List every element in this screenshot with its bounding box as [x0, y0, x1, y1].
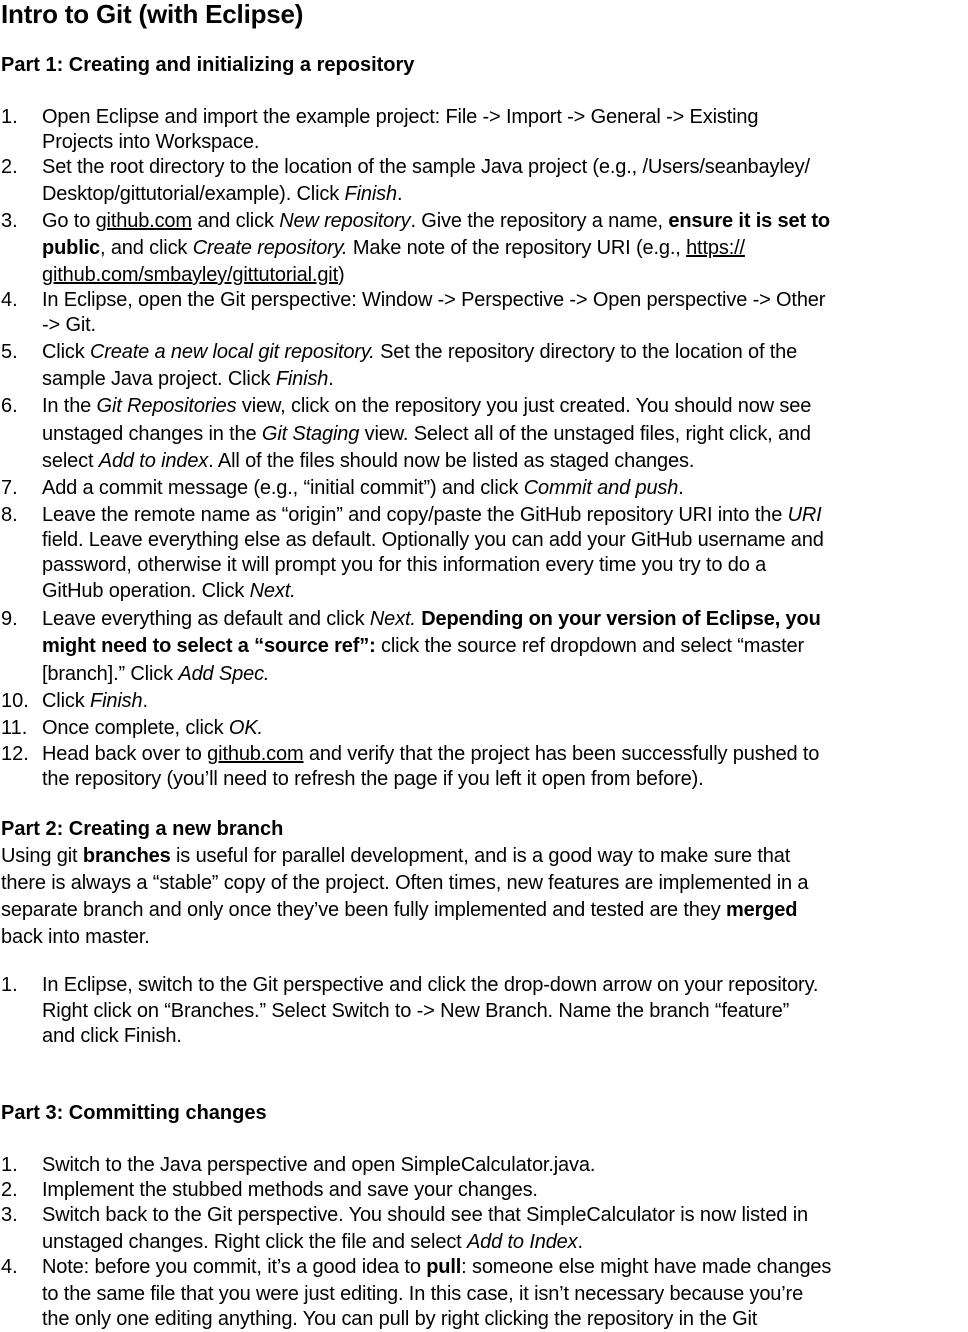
italic-text: Git Staging: [261, 423, 360, 445]
list-item-number: 3.: [1, 210, 18, 232]
text-run: Make note of the repository URI (e.g.,: [347, 237, 687, 259]
italic-text: Add Spec.: [178, 663, 270, 685]
list-item-number: 6.: [1, 395, 18, 417]
list-item-line: [42, 393, 811, 419]
text-run: back into master.: [1, 926, 150, 948]
list-item-number: 11.: [1, 717, 28, 739]
italic-text: Next.: [249, 580, 296, 602]
paragraph-line: [1, 924, 150, 950]
list-item-number: 12.: [1, 743, 29, 765]
list-item-number: 10.: [1, 690, 29, 712]
list-item-number: 2.: [1, 156, 18, 178]
text-run: the repository (you’ll need to refresh the page if you left it open from before).: [42, 768, 704, 790]
text-run: to the same file that you were just editing. In this case, it isn’t necessary because you’re: [42, 1283, 804, 1305]
text-run: In Eclipse, open the Git perspective: Window -> Perspective -> Open perspective -> Other: [42, 289, 826, 311]
part1-heading: Part 1: Creating and initializing a repository: [1, 54, 415, 76]
list-item-line: [42, 421, 811, 447]
list-item-number: 8.: [1, 504, 18, 526]
text-run: GitHub operation. Click: [42, 580, 250, 602]
bold-text: merged: [726, 899, 798, 921]
list-item-line: [42, 154, 810, 180]
list-item-number: 2.: [1, 1179, 18, 1201]
text-run: password, otherwise it will prompt you for this information every time you try to do a: [42, 554, 767, 576]
text-run: Desktop/gittutorial/example). Click: [42, 183, 345, 205]
text-run: [branch].” Click: [42, 663, 179, 685]
italic-text: Next.: [369, 608, 416, 630]
text-run: there is always a “stable” copy of the project. Often times, new features are implemented in a: [1, 872, 809, 894]
italic-text: Add to Index: [466, 1231, 578, 1253]
text-run: and click: [191, 210, 280, 232]
text-run: In the: [42, 395, 97, 417]
text-run: field. Leave everything else as default. Optionally you can add your GitHub username and: [42, 529, 824, 551]
list-item-line: [42, 1152, 595, 1178]
link-text[interactable]: github.com/smbayley/gittutorial.git: [42, 264, 339, 286]
list-item-number: 5.: [1, 341, 18, 363]
text-run: .: [142, 690, 148, 712]
text-run: .: [577, 1231, 583, 1253]
list-item-number: 1.: [1, 1154, 18, 1176]
text-run: Switch to the Java perspective and open SimpleCalculator.java.: [42, 1154, 596, 1176]
paragraph-line: [1, 897, 797, 923]
bold-text: branches: [82, 845, 171, 867]
text-run: .: [678, 477, 684, 499]
list-item-line: [42, 262, 345, 288]
text-run: click the source ref dropdown and select “master: [375, 635, 804, 657]
text-run: : someone else might have made changes: [461, 1256, 832, 1278]
text-run: unstaged changes. Right click the file and select: [42, 1231, 467, 1253]
text-run: view. Select all of the unstaged files, right click, and: [359, 423, 811, 445]
italic-text: Git Repositories: [96, 395, 237, 417]
text-run: Note: before you commit, it’s a good idea to: [42, 1256, 427, 1278]
text-run: ): [338, 264, 345, 286]
text-run: Switch back to the Git perspective. You should see that SimpleCalculator is now listed in: [42, 1204, 808, 1226]
list-item-line: [42, 998, 789, 1024]
text-run: and verify that the project has been successfully pushed to: [303, 743, 820, 765]
list-item-line: [42, 661, 269, 687]
list-item-line: [42, 1306, 757, 1332]
list-item-line: [42, 606, 821, 632]
text-run: . All of the files should now be listed as staged changes.: [208, 450, 695, 472]
bold-text: might need to select a “source ref”:: [42, 635, 376, 657]
text-run: Head back over to: [42, 743, 208, 765]
italic-text: Commit and push: [523, 477, 679, 499]
text-run: Projects into Workspace.: [42, 131, 260, 153]
list-item-line: [42, 475, 684, 501]
list-item-line: [42, 741, 819, 767]
list-item-line: [42, 448, 694, 474]
text-run: In Eclipse, switch to the Git perspective and click the drop-down arrow on your repository.: [42, 974, 819, 996]
text-run: view, click on the repository you just created. You should now see: [236, 395, 812, 417]
paragraph-line: [1, 843, 790, 869]
italic-text: Finish: [275, 368, 329, 390]
list-item-number: 1.: [1, 974, 18, 996]
document-title: Intro to Git (with Eclipse): [1, 0, 304, 29]
text-run: . Give the repository a name,: [410, 210, 669, 232]
text-run: Once complete, click: [42, 717, 229, 739]
list-item-line: [42, 715, 263, 741]
text-run: Right click on “Branches.” Select Switch to -> New Branch. Name the branch “feature”: [42, 1000, 790, 1022]
list-item-line: [42, 181, 402, 207]
text-run: Leave the remote name as “origin” and copy/paste the GitHub repository URI into the: [42, 504, 788, 526]
list-item-line: [42, 235, 745, 261]
text-run: is useful for parallel development, and is a good way to make sure that: [170, 845, 791, 867]
list-item-line: [42, 578, 296, 604]
bold-text: ensure it is set to: [668, 210, 830, 232]
text-run: separate branch and only once they’ve been fully implemented and tested are they: [1, 899, 726, 921]
list-item-line: [42, 1229, 583, 1255]
list-item-line: [42, 1177, 538, 1203]
link-text[interactable]: github.com: [207, 743, 304, 765]
italic-text: Add to index: [98, 450, 209, 472]
list-item-line: [42, 104, 758, 130]
text-run: .: [328, 368, 334, 390]
text-run: Add a commit message (e.g., “initial commit”) and click: [42, 477, 524, 499]
italic-text: New repository: [279, 210, 411, 232]
paragraph-line: [1, 870, 808, 896]
text-run: and click Finish.: [42, 1025, 182, 1047]
text-run: select: [42, 450, 99, 472]
link-text[interactable]: github.com: [95, 210, 192, 232]
list-item-line: [42, 527, 824, 553]
list-item-line: [42, 766, 704, 792]
text-run: Click: [42, 690, 90, 712]
text-run: Set the repository directory to the location of the: [374, 341, 798, 363]
list-item-line: [42, 552, 766, 578]
italic-text: URI: [787, 504, 822, 526]
bold-text: Depending on your version of Eclipse, you: [421, 608, 821, 630]
list-item-line: [42, 312, 96, 338]
list-item-line: [42, 366, 334, 392]
italic-text: OK.: [228, 717, 263, 739]
list-item-line: [42, 502, 822, 528]
text-run: Implement the stubbed methods and save your changes.: [42, 1179, 538, 1201]
part2-heading: Part 2: Creating a new branch: [1, 818, 284, 840]
bold-text: public: [42, 237, 100, 259]
list-item-number: 1.: [1, 106, 18, 128]
text-run: Click: [42, 341, 90, 363]
list-item-line: [42, 688, 148, 714]
text-run: Leave everything as default and click: [42, 608, 370, 630]
italic-text: Finish: [90, 690, 143, 712]
list-item-line: [42, 1202, 808, 1228]
list-item-number: 7.: [1, 477, 18, 499]
list-item-number: 9.: [1, 608, 18, 630]
text-run: , and click: [100, 237, 193, 259]
part3-heading: Part 3: Committing changes: [1, 1102, 267, 1124]
text-run: sample Java project. Click: [42, 368, 276, 390]
italic-text: Create a new local git repository.: [90, 341, 375, 363]
list-item-line: [42, 1254, 831, 1280]
list-item-line: [42, 972, 818, 998]
text-run: Set the root directory to the location of the sample Java project (e.g., /Users/seanbayley/: [42, 156, 810, 178]
list-item-number: 4.: [1, 289, 18, 311]
list-item-number: 4.: [1, 1256, 18, 1278]
text-run: the only one editing anything. You can pull by right clicking the repository in the Git: [42, 1308, 758, 1330]
list-item-line: [42, 287, 825, 313]
text-run: .: [396, 183, 403, 205]
link-text[interactable]: https://: [686, 237, 745, 259]
list-item-line: [42, 339, 797, 365]
bold-text: pull: [426, 1256, 462, 1278]
text-run: Open Eclipse and import the example project: File -> Import -> General -> Existing: [42, 106, 759, 128]
list-item-line: [42, 129, 259, 155]
italic-text: Create repository.: [192, 237, 348, 259]
text-run: Using git: [1, 845, 83, 867]
list-item-line: [42, 633, 804, 659]
list-item-line: [42, 208, 830, 234]
text-run: Go to: [42, 210, 96, 232]
text-run: unstaged changes in the: [42, 423, 262, 445]
italic-text: Finish: [344, 183, 397, 205]
text-run: -> Git.: [42, 314, 96, 336]
list-item-line: [42, 1281, 803, 1307]
list-item-number: 3.: [1, 1204, 18, 1226]
list-item-line: [42, 1023, 182, 1049]
